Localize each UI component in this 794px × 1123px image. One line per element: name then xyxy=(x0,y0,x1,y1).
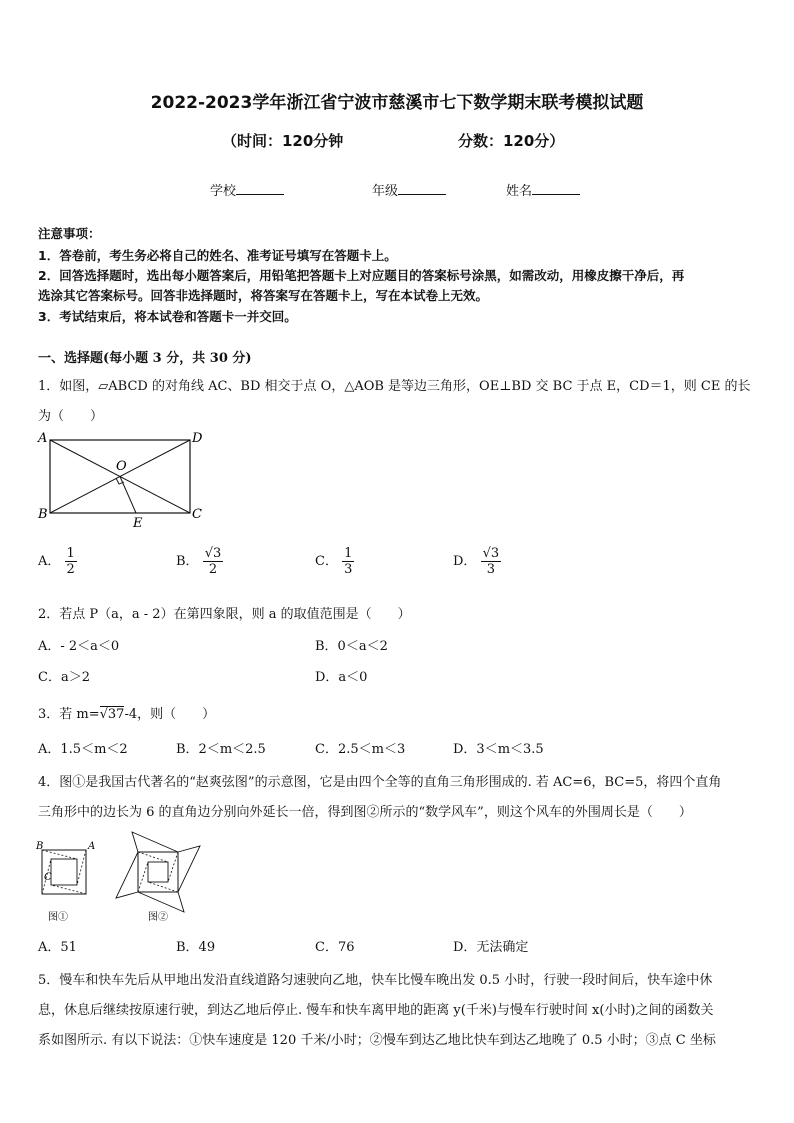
fig1-caption: 图① xyxy=(48,912,68,923)
label-a: A xyxy=(38,431,48,446)
name-field[interactable]: 姓名 xyxy=(506,180,580,199)
windmill-blade xyxy=(132,832,178,852)
triangle-edge xyxy=(42,850,77,859)
radical-37: √37 xyxy=(99,707,125,722)
windmill-blade xyxy=(138,892,184,912)
triangle-edge xyxy=(138,862,148,892)
q5-stem: 5．慢车和快车先后从甲地出发沿直线道路匀速驶向乙地，快车比慢车晚出发 0.5 小时，行驶一段时间后，快车途中休 xyxy=(38,973,713,988)
label-e: E xyxy=(133,516,143,528)
q4-option-b[interactable]: B．49 xyxy=(176,940,216,955)
q4-stem: 4．图①是我国古代著名的“赵爽弦图”的示意图，它是由四个全等的直角三角形围成的. 若 AC=6，BC=5，将四个直角 xyxy=(38,775,722,790)
q2-option-c[interactable]: C．a＞2 xyxy=(38,670,90,685)
triangle-edge xyxy=(138,852,168,862)
triangle-edge xyxy=(148,882,178,892)
school-field[interactable]: 学校 xyxy=(210,180,284,199)
q3-stem: 3．若 m=√37-4，则（ ） xyxy=(38,707,216,722)
q4-figure-2 xyxy=(110,828,210,928)
q2-option-a[interactable]: A．- 2＜a＜0 xyxy=(38,639,120,654)
triangle-edge xyxy=(51,885,86,894)
q4-figure-1 xyxy=(34,838,104,928)
exam-score: 分数：120分） xyxy=(458,132,565,150)
grade-field[interactable]: 年级 xyxy=(372,180,446,199)
q3-option-c[interactable]: C．2.5＜m＜3 xyxy=(315,742,406,757)
fig2-caption: 图② xyxy=(148,912,168,923)
inner-square xyxy=(51,859,77,885)
q1-stem-cont: 为（ ） xyxy=(38,409,104,424)
triangle-edge xyxy=(168,852,178,882)
q1-stem: 1．如图，▱ABCD 的对角线 AC、BD 相交于点 O，△AOB 是等边三角形，OE⊥BD 交 BC 于点 E，CD＝1，则 CE 的长 xyxy=(38,379,751,394)
q1-option-c[interactable]: C． $\frac{1}{3}$ xyxy=(315,546,353,577)
triangle-edge xyxy=(77,850,86,885)
q4-option-d[interactable]: D．无法确定 xyxy=(453,940,529,955)
q3-option-d[interactable]: D．3＜m＜3.5 xyxy=(453,742,544,757)
q2-option-b[interactable]: B．0＜a＜2 xyxy=(315,639,388,654)
segment-oe xyxy=(120,477,136,514)
section-heading: 一、选择题(每小题 3 分，共 30 分) xyxy=(38,351,252,366)
label-o: O xyxy=(116,459,127,474)
q1-option-b[interactable]: B． $\frac{√3}{2}$ xyxy=(176,546,222,577)
note-item: 2．回答选择题时，选出每小题答案后，用铅笔把答题卡上对应题目的答案标号涂黑，如需改动，用橡皮擦干净后，再 xyxy=(38,268,685,283)
windmill-blade xyxy=(116,852,138,898)
q5-stem-cont: 息，休息后继续按原速行驶，到达乙地后停止. 慢车和快车离甲地的距离 y(千米)与慢车行驶时间 x(小时)之间的函数关 xyxy=(38,1003,714,1018)
note-item: 1．答卷前，考生务必将自己的姓名、准考证号填写在答题卡上。 xyxy=(38,248,397,263)
note-item: 选涂其它答案标号。回答非选择题时，将答案写在答题卡上，写在本试卷上无效。 xyxy=(38,288,489,303)
page-title: 2022-2023学年浙江省宁波市慈溪市七下数学期末联考模拟试题 xyxy=(150,93,644,113)
label-d: D xyxy=(192,431,203,446)
q2-stem: 2．若点 P（a，a - 2）在第四象限，则 a 的取值范围是（ ） xyxy=(38,607,411,622)
q4-stem-cont: 三角形中的边长为 6 的直角边分别向外延长一倍，得到图②所示的“数学风车”，则这个风车的外围周长是（ ） xyxy=(38,805,692,820)
label-b: B xyxy=(36,841,44,852)
inner-square xyxy=(148,862,168,882)
windmill-blade xyxy=(178,846,200,892)
q2-option-d[interactable]: D．a＜0 xyxy=(315,670,368,685)
q3-option-a[interactable]: A．1.5＜m＜2 xyxy=(38,742,128,757)
exam-time: （时间：120分钟 xyxy=(222,132,344,150)
q1-option-a[interactable]: A． $\frac{1}{2}$ xyxy=(38,546,75,577)
q3-option-b[interactable]: B．2＜m＜2.5 xyxy=(176,742,266,757)
label-b: B xyxy=(38,507,48,522)
label-c: C xyxy=(192,507,202,522)
q5-stem-cont: 系如图所示. 有以下说法：①快车速度是 120 千米/小时；②慢车到达乙地比快车到达乙地晚了 0.5 小时；③点 C 坐标 xyxy=(38,1033,716,1048)
note-item: 3．考试结束后，将本试卷和答题卡一并交回。 xyxy=(38,309,297,324)
label-c: C xyxy=(44,872,52,883)
label-a: A xyxy=(88,841,96,852)
q1-figure xyxy=(34,428,214,528)
center-square xyxy=(138,852,178,892)
q1-option-d[interactable]: D． $\frac{√3}{3}$ xyxy=(453,546,500,577)
q4-option-c[interactable]: C．76 xyxy=(315,940,355,955)
q4-option-a[interactable]: A．51 xyxy=(38,940,77,955)
notes-heading: 注意事项： xyxy=(38,226,101,241)
